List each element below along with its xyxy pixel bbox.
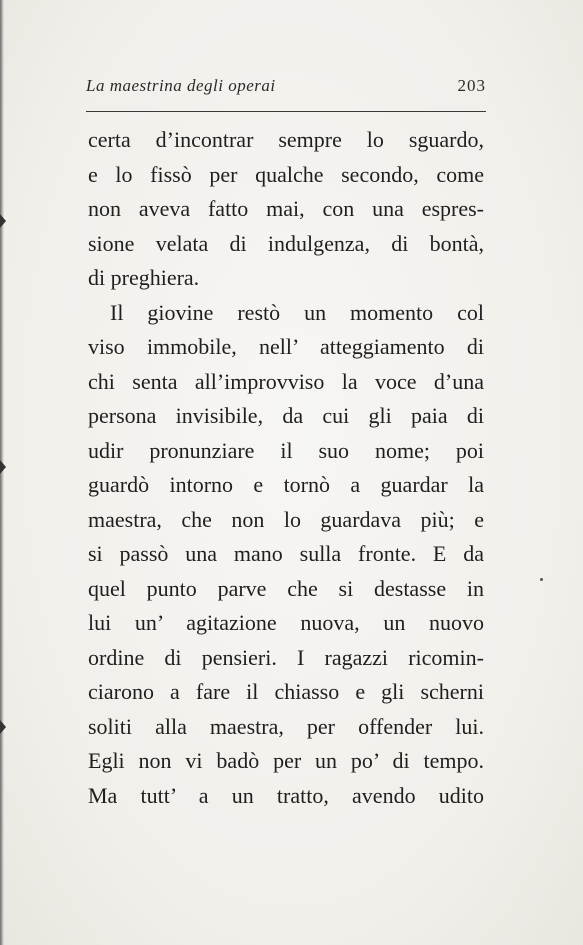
text-line: Ma tutt’ a un tratto, avendo udito [88, 782, 484, 808]
running-title: La maestrina degli operai [86, 76, 276, 95]
text-line: certa d’incontrar sempre lo sguardo, [88, 127, 484, 152]
text-line: ordine di pensieri. I ragazzi ricomin- [88, 644, 484, 670]
text-line: lui un’ agitazione nuova, un nuovo [88, 610, 484, 635]
text-line: soliti alla maestra, per offender lui. [88, 713, 484, 739]
text-line: non aveva fatto mai, con una espres- [88, 196, 484, 221]
text-line: e lo fissò per qualche secondo, come [88, 161, 484, 187]
text-line: maestra, che non lo guardava più; e [88, 506, 484, 532]
text-line: quel punto parve che si destasse in [88, 575, 484, 601]
text-line: udir pronunziare il suo nome; poi [88, 437, 484, 463]
text-line: guardò intorno e tornò a guardar la [88, 472, 484, 497]
text-line: di preghiera. [88, 265, 200, 290]
page-number: 203 [457, 76, 486, 95]
text-line: viso immobile, nell’ atteggiamento di [88, 334, 484, 359]
paper-speck [540, 578, 543, 581]
text-line: chi senta all’improvviso la voce d’una [88, 368, 484, 394]
text-line: Egli non vi badò per un po’ di tempo. [88, 748, 484, 773]
text-line: si passò una mano sulla fronte. E da [88, 541, 484, 566]
text-line: persona invisibile, da cui gli paia di [88, 403, 484, 428]
body-text [88, 123, 484, 813]
text-line: Il giovine restò un momento col [110, 299, 484, 325]
page-header [0, 74, 486, 102]
text-line: ciarono a fare il chiasso e gli scherni [88, 679, 484, 704]
header-rule [86, 111, 486, 112]
text-line: sione velata di indulgenza, di bontà, [88, 230, 484, 256]
